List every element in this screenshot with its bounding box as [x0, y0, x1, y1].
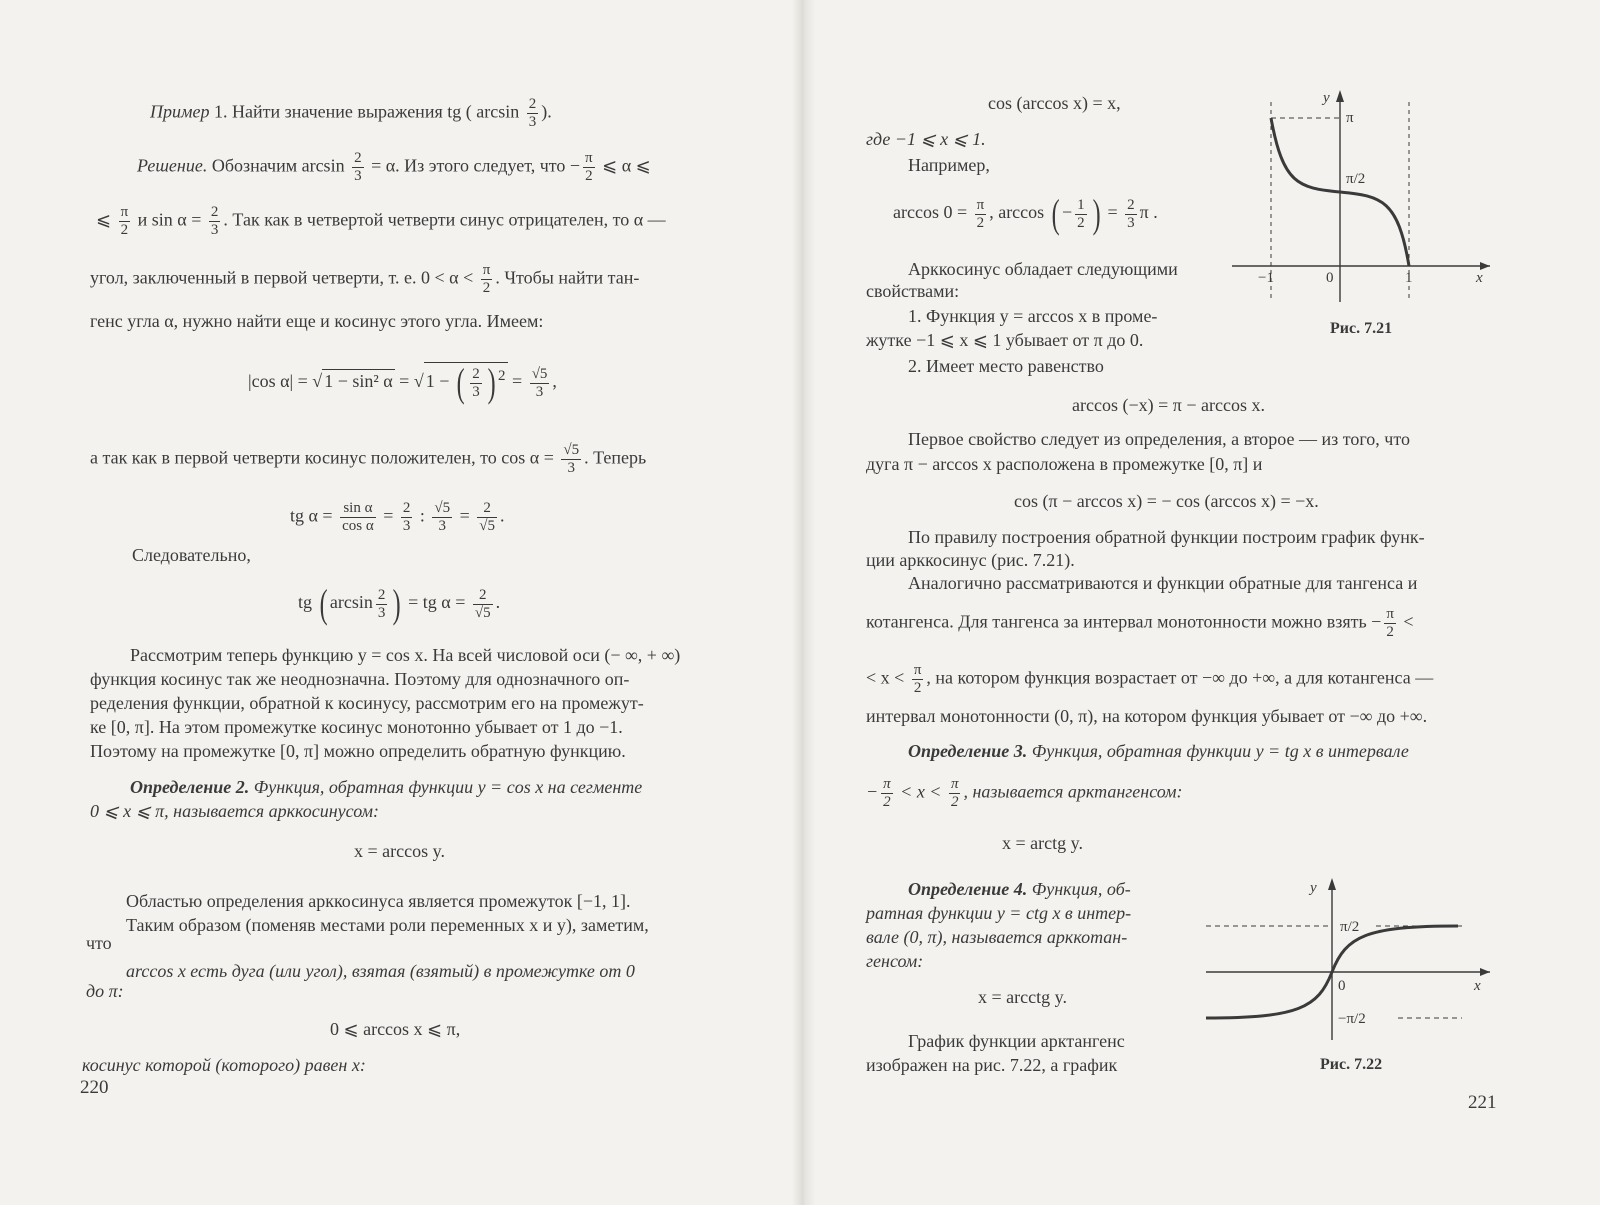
definition-label: Определение 2.	[130, 777, 250, 797]
text-line: интервал монотонности (0, π), на котором функция убывает от −∞ до +∞.	[866, 706, 1428, 726]
formula-cos-alpha: |cos α| = √ 1 − sin² α = √ 1 − ( $\frac{2}{3}$ ) $^2$ = $\frac{√5}{3}$ ,	[248, 360, 557, 405]
text-line: График функции арктангенс	[908, 1031, 1125, 1051]
paragraph-line: до π:	[86, 981, 124, 1001]
fraction: $\frac{2}{√5}$	[479, 500, 495, 534]
formula-cos-arccos: cos (arccos x) = x,	[988, 93, 1121, 113]
fraction: $\frac{2}{3}$	[377, 586, 386, 621]
formula-arctg: x = arctg y.	[1002, 833, 1083, 853]
solution-line-3: угол, заключенный в первой четверти, т. е. 0 < α < $\frac{\pi}{2}$ . Чтобы найти тан-	[90, 262, 640, 296]
paragraph-line: функция косинус так же неоднозначна. Поэтому для однозначного оп-	[90, 669, 630, 689]
figure-7-21-caption: Рис. 7.21	[1330, 320, 1393, 337]
tick-label-pi: π	[1346, 110, 1354, 126]
therefore-line: Следовательно,	[132, 545, 251, 565]
text-line: По правилу построения обратной функции построим график функ-	[908, 527, 1425, 547]
example-line: Пример 1. Найти значение выражения tg ( arcsin $\frac{2}{3}$ ).	[150, 96, 552, 130]
definition-2: Определение 2. Функция, обратная функции y = cos x на сегменте	[130, 777, 643, 797]
text-line: Аналогично рассматриваются и функции обратные для тангенса и	[908, 573, 1418, 593]
tick-label-1: 1	[1405, 270, 1413, 286]
fraction: $\frac{2}{3}$	[354, 150, 362, 184]
text-line: изображен на рис. 7.22, а график	[866, 1055, 1118, 1075]
paragraph-line: что	[86, 933, 112, 953]
example-label: Пример	[150, 101, 210, 122]
axis-label-x: x	[1476, 270, 1483, 286]
definition-4-line: ратная функции y = ctg x в интер-	[866, 903, 1132, 923]
page-number: 221	[1468, 1092, 1497, 1113]
formula-tg-alpha: tg α = $\frac{\text{sin α}}{\text{cos α}}$ = $\frac{2}{3}$ : $\frac{√5}{3}$ = $\frac{2}{√5}$ .	[290, 500, 505, 534]
formula-x-arccos: x = arccos y.	[354, 841, 445, 861]
axis-label-x: x	[1474, 978, 1481, 994]
fraction: $\frac{2}{3}$	[528, 96, 537, 130]
fraction: $\frac{\pi}{2}$	[913, 662, 922, 696]
fraction: $\frac{2}{3}$	[402, 500, 411, 534]
definition-3: Определение 3. Функция, обратная функции y = tg x в интервале	[908, 741, 1409, 761]
formula-range: 0 ⩽ arccos x ⩽ π,	[330, 1019, 461, 1039]
solution-line-1: Решение. Обозначим arcsin $\frac{2}{3}$ = α. Из этого следует, что − $\frac{\pi}{2}$ ⩽ α ⩽	[137, 150, 651, 184]
fraction: $\frac{\pi}{2}$	[120, 204, 129, 238]
paragraph-line: Областью определения арккосинуса является промежуток [−1, 1].	[126, 891, 631, 911]
text-line: ции арккосинус (рис. 7.21).	[866, 550, 1075, 570]
tick-label-minus-1: −1	[1258, 270, 1274, 286]
fraction: $\frac{2}{√5}$	[474, 586, 491, 621]
tick-label-zero: 0	[1338, 978, 1346, 994]
fraction: $\frac{\pi}{2}$	[1386, 606, 1394, 640]
fraction: $\frac{\pi}{2}$	[883, 776, 891, 810]
formula-arccos-examples: arccos 0 = $\frac{\pi}{2}$ , arccos ( − $\frac{1}{2}$ ) = $\frac{2}{3}$ π .	[893, 191, 1158, 236]
fraction: $\frac{√5}{3}$	[434, 500, 451, 534]
text-line: 2. Имеет место равенство	[908, 356, 1104, 376]
solution-line-2: ⩽ $\frac{\pi}{2}$ и sin α = $\frac{2}{3}$ . Так как в четвертой четверти синус отрицателен, то α —	[96, 204, 666, 238]
text-line: котангенса. Для тангенса за интервал монотонности можно взять − $\frac{\pi}{2}$ <	[866, 606, 1414, 640]
text-line: свойствами:	[866, 281, 960, 301]
y-axis-arrow-icon	[1336, 90, 1344, 102]
text-line: жутке −1 ⩽ x ⩽ 1 убывает от π до 0.	[866, 330, 1144, 350]
text-line: дуга π − arccos x расположена в промежутке [0, π] и	[866, 454, 1263, 474]
fraction: $\frac{\pi}{2}$	[976, 196, 985, 231]
fraction: $\frac{2}{3}$	[210, 204, 219, 238]
tick-label-pi-half: π/2	[1346, 171, 1366, 187]
formula-cos-pi-minus: cos (π − arccos x) = − cos (arccos x) = −x.	[1014, 491, 1319, 511]
fraction: $\frac{√5}{3}$	[531, 365, 548, 400]
formula-arcctg: x = arcctg y.	[978, 987, 1067, 1007]
x-axis-arrow-icon	[1480, 262, 1490, 270]
solution-line-5: а так как в первой четверти косинус положителен, то cos α = $\frac{√5}{3}$ . Теперь	[90, 442, 647, 476]
definition-4-line: генсом:	[866, 951, 924, 971]
figure-7-22-arctg-graph	[1198, 874, 1498, 1044]
text-line: Арккосинус обладает следующими	[908, 259, 1178, 279]
definition-label: Определение 4.	[908, 879, 1028, 899]
definition-label: Определение 3.	[908, 741, 1028, 761]
tick-label-neg-pi-half: −π/2	[1338, 1011, 1366, 1027]
axis-label-y: y	[1323, 90, 1330, 106]
paragraph-line: косинус которой (которого) равен x:	[82, 1055, 366, 1075]
paragraph-line: Рассмотрим теперь функцию y = cos x. На всей числовой оси (− ∞, + ∞)	[130, 645, 681, 665]
paragraph-line: ке [0, π]. На этом промежутке косинус монотонно убывает от 1 до −1.	[90, 717, 623, 737]
solution-line-4: генс угла α, нужно найти еще и косинус этого угла. Имеем:	[90, 311, 544, 331]
fraction: $\frac{\pi}{2}$	[585, 150, 593, 184]
tick-label-zero: 0	[1326, 270, 1334, 286]
axis-label-y: y	[1310, 880, 1317, 896]
tick-label-pi-half: π/2	[1340, 919, 1360, 935]
text-line: 1. Функция y = arccos x в проме-	[908, 306, 1158, 326]
page-number: 220	[80, 1077, 109, 1098]
definition-4: Определение 4. Функция, об-	[908, 879, 1131, 899]
paragraph-line: ределения функции, обратной к косинусу, рассмотрим его на промежут-	[90, 693, 644, 713]
paragraph-line: Поэтому на промежутке [0, π] можно определить обратную функцию.	[90, 741, 626, 761]
text-line: Первое свойство следует из определения, а второе — из того, что	[908, 429, 1410, 449]
x-axis-arrow-icon	[1480, 968, 1490, 976]
fraction: $\frac{\text{sin α}}{\text{cos α}}$	[342, 500, 374, 534]
definition-4-line: вале (0, π), называется арккотан-	[866, 927, 1128, 947]
figure-7-21-arccos-graph	[1228, 84, 1508, 304]
right-page	[808, 0, 1600, 1205]
fraction: $\frac{\pi}{2}$	[950, 776, 959, 810]
fraction: $\frac{√5}{3}$	[563, 442, 580, 476]
text-line: Например,	[908, 155, 990, 175]
y-axis-arrow-icon	[1328, 878, 1336, 890]
fraction: $\frac{2}{3}$	[1127, 196, 1135, 231]
definition-3-line-2: − $\frac{\pi}{2}$ < x < $\frac{\pi}{2}$ , называется арктангенсом:	[866, 776, 1183, 810]
definition-2-line-2: 0 ⩽ x ⩽ π, называется арккосинусом:	[90, 801, 380, 821]
paragraph-line: Таким образом (поменяв местами роли переменных x и y), заметим,	[126, 915, 649, 935]
fraction: $\frac{1}{2}$	[1077, 196, 1085, 231]
figure-7-22-caption: Рис. 7.22	[1320, 1056, 1383, 1073]
fraction: $\frac{2}{3}$	[472, 365, 480, 400]
fraction: $\frac{\pi}{2}$	[482, 262, 491, 296]
formula-tg-arcsin: tg ( arcsin $\frac{2}{3}$ ) = tg α = $\frac{2}{√5}$ .	[298, 581, 501, 626]
solution-label: Решение.	[137, 155, 208, 176]
formula-arccos-neg: arccos (−x) = π − arccos x.	[1072, 395, 1265, 415]
text-line: < x < $\frac{\pi}{2}$ , на котором функция возрастает от −∞ до +∞, а для котангенса —	[866, 662, 1434, 696]
text-line: где −1 ⩽ x ⩽ 1.	[866, 129, 986, 149]
paragraph-line: arccos x есть дуга (или угол), взятая (взятый) в промежутке от 0	[126, 961, 635, 981]
